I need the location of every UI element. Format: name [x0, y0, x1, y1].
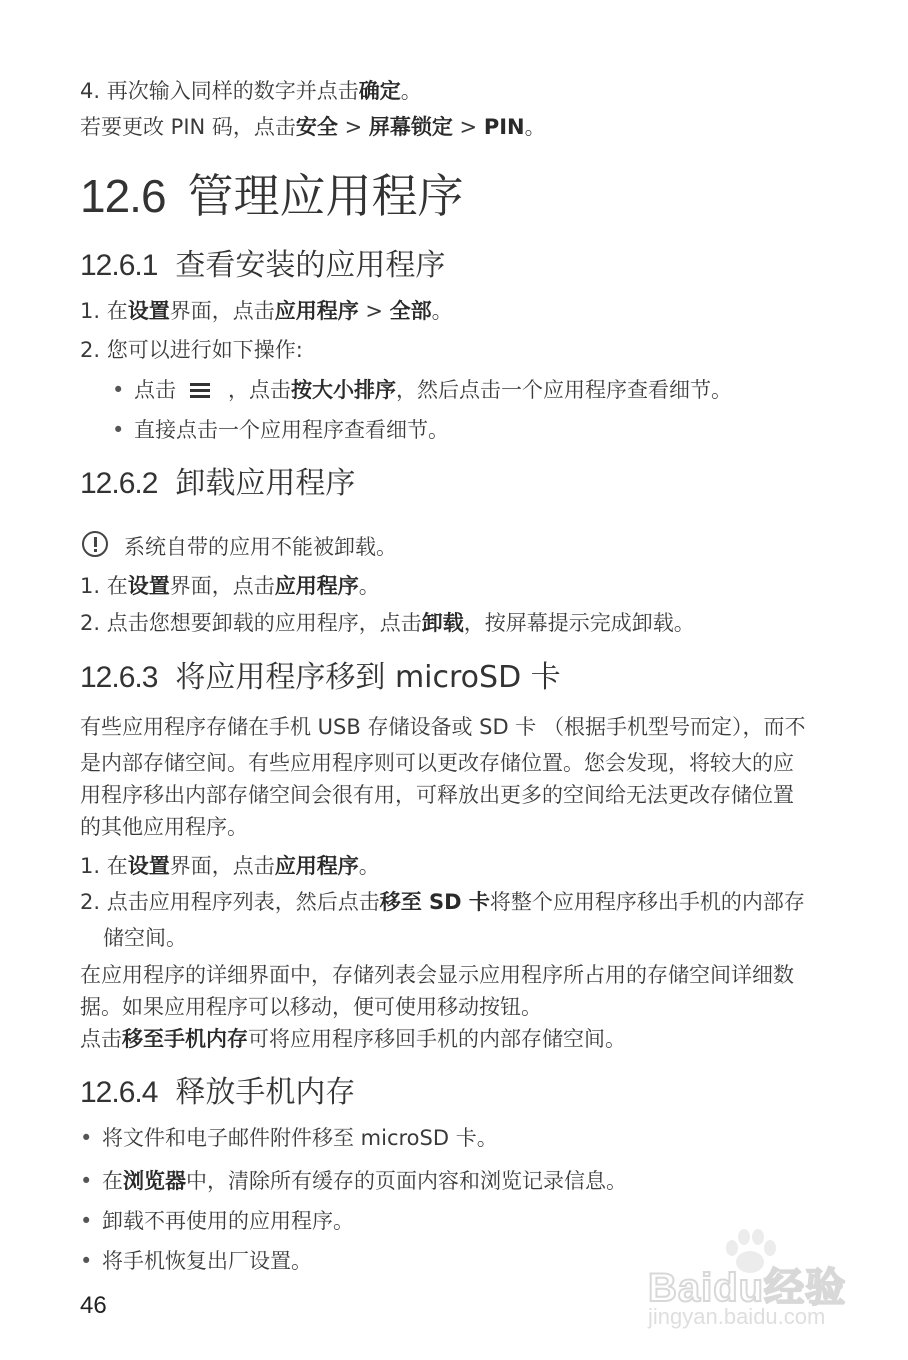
bold-text: 移至手机内存: [122, 1027, 248, 1051]
s1-bullet2: [112, 417, 449, 443]
text: 2. 您可以进行如下操作:: [80, 338, 303, 362]
s1-step2: [80, 337, 303, 363]
text: 2. 点击应用程序列表，然后点击: [80, 890, 380, 914]
warning-icon: [82, 531, 108, 557]
s1-bullet1: [112, 377, 732, 403]
subsection-heading-12-6-2: [80, 466, 355, 502]
text: ，按屏幕提示完成卸载。: [463, 611, 695, 635]
subsection-title: 查看安装的应用程序: [175, 248, 446, 283]
bold-text: 设置: [127, 854, 170, 878]
s3-para3: [80, 1026, 626, 1052]
menu-icon: [190, 382, 210, 398]
separator: >: [358, 299, 390, 323]
text: 在应用程序的详细界面中，存储列表会显示应用程序所占用的存储空间详细数: [80, 963, 794, 987]
bullet: •: [112, 378, 125, 402]
bold-text: 安全: [295, 115, 338, 139]
text: 界面，点击: [169, 854, 275, 878]
s2-step1: [80, 573, 380, 599]
bullet: •: [80, 1249, 93, 1273]
subsection-number: 12.6.2: [80, 467, 158, 500]
section-heading: [80, 168, 464, 224]
s3-para1-line4: [80, 814, 248, 840]
text: 直接点击一个应用程序查看细节。: [134, 418, 449, 442]
text: 将整个应用程序移出手机的内部存: [489, 890, 805, 914]
text: 若要更改 PIN 码，点击: [80, 115, 296, 139]
text: 可将应用程序移回手机的内部存储空间。: [248, 1027, 626, 1051]
bold-text: 设置: [127, 574, 170, 598]
s2-note: [124, 534, 397, 560]
bullet: •: [80, 1169, 93, 1193]
bold-text: 按大小排序: [291, 378, 396, 402]
bullet: •: [80, 1126, 93, 1150]
text: 1. 在: [80, 854, 128, 878]
text: 的其他应用程序。: [80, 815, 248, 839]
bold-text: 确定: [358, 79, 401, 103]
bold-text: 应用程序: [274, 299, 359, 323]
text: 。: [358, 574, 380, 598]
text: 用程序移出内部存储空间会很有用，可释放出更多的空间给无法更改存储位置: [80, 783, 794, 807]
text: 在: [102, 1169, 123, 1193]
text: 界面，点击: [169, 574, 275, 598]
subsection-title: 释放手机内存: [175, 1075, 356, 1110]
text: 据。如果应用程序可以移动，便可使用移动按钮。: [80, 995, 542, 1019]
bold-text: PIN: [483, 115, 525, 139]
bold-text: 应用程序: [274, 854, 359, 878]
watermark-url: jingyan.baidu.com: [648, 1304, 826, 1329]
text: 。: [431, 299, 453, 323]
s3-para1-line2: [80, 750, 794, 776]
text: 有些应用程序存储在手机 USB 存储设备或 SD 卡 （根据手机型号而定），而不: [80, 715, 806, 739]
separator: >: [452, 115, 484, 139]
s3-step1: [80, 853, 380, 879]
s3-step2: [80, 889, 805, 915]
text: 系统自带的应用不能被卸载。: [124, 535, 397, 559]
intro-change-pin: [80, 114, 546, 140]
section-title: 管理应用程序: [187, 169, 464, 223]
s4-bullet4: [80, 1248, 312, 1274]
text: 。: [400, 79, 422, 103]
text: 。: [524, 115, 546, 139]
bullet: •: [112, 418, 125, 442]
bold-text: 移至 SD 卡: [379, 890, 490, 914]
subsection-title: 卸载应用程序: [175, 466, 356, 501]
s3-step2-cont: [103, 925, 187, 951]
s4-bullet2: [80, 1168, 627, 1194]
bold-text: 应用程序: [274, 574, 359, 598]
s1-step1: [80, 298, 453, 324]
text: 。: [358, 854, 380, 878]
text: 4. 再次输入同样的数字并点击: [80, 79, 359, 103]
subsection-number: 12.6.1: [80, 249, 158, 282]
text: 界面，点击: [169, 299, 275, 323]
text: 是内部存储空间。有些应用程序则可以更改存储位置。您会发现，将较大的应: [80, 751, 794, 775]
subsection-number: 12.6.4: [80, 1076, 158, 1109]
subsection-heading-12-6-4: [80, 1075, 355, 1111]
subsection-number: 12.6.3: [80, 661, 158, 694]
subsection-title: 将应用程序移到 microSD 卡: [175, 660, 561, 695]
s2-step2: [80, 610, 695, 636]
baidu-watermark: [640, 1228, 870, 1338]
text: 2. 点击您想要卸载的应用程序，点击: [80, 611, 422, 635]
section-number: 12.6: [80, 170, 166, 222]
text: 点击: [80, 1027, 122, 1051]
separator: >: [337, 115, 369, 139]
text: 中，清除所有缓存的页面内容和浏览记录信息。: [186, 1169, 627, 1193]
text: 将手机恢复出厂设置。: [102, 1249, 312, 1273]
subsection-heading-12-6-3: [80, 660, 561, 696]
watermark-brand: Baidu经验: [648, 1266, 847, 1310]
text: 卸载不再使用的应用程序。: [102, 1209, 354, 1233]
text: 点击: [134, 378, 176, 402]
text: 1. 在: [80, 299, 128, 323]
bold-text: 设置: [127, 299, 170, 323]
page-number: 46: [80, 1292, 107, 1319]
text: ，点击: [228, 378, 291, 402]
subsection-heading-12-6-1: [80, 248, 445, 284]
text: ，然后点击一个应用程序查看细节。: [396, 378, 732, 402]
s4-bullet1: [80, 1125, 498, 1151]
s3-para1-line3: [80, 782, 794, 808]
s3-para1-line1: [80, 714, 805, 740]
text: 储空间。: [103, 926, 187, 950]
bold-text: 卸载: [421, 611, 464, 635]
bold-text: 浏览器: [123, 1169, 186, 1193]
text: 1. 在: [80, 574, 128, 598]
s3-para2-line1: [80, 962, 794, 988]
bullet: •: [80, 1209, 93, 1233]
intro-step4: [80, 78, 422, 104]
text: 将文件和电子邮件附件移至 microSD 卡。: [102, 1126, 498, 1150]
s4-bullet3: [80, 1208, 354, 1234]
bold-text: 全部: [389, 299, 432, 323]
s3-para2-line2: [80, 994, 542, 1020]
bold-text: 屏幕锁定: [368, 115, 453, 139]
